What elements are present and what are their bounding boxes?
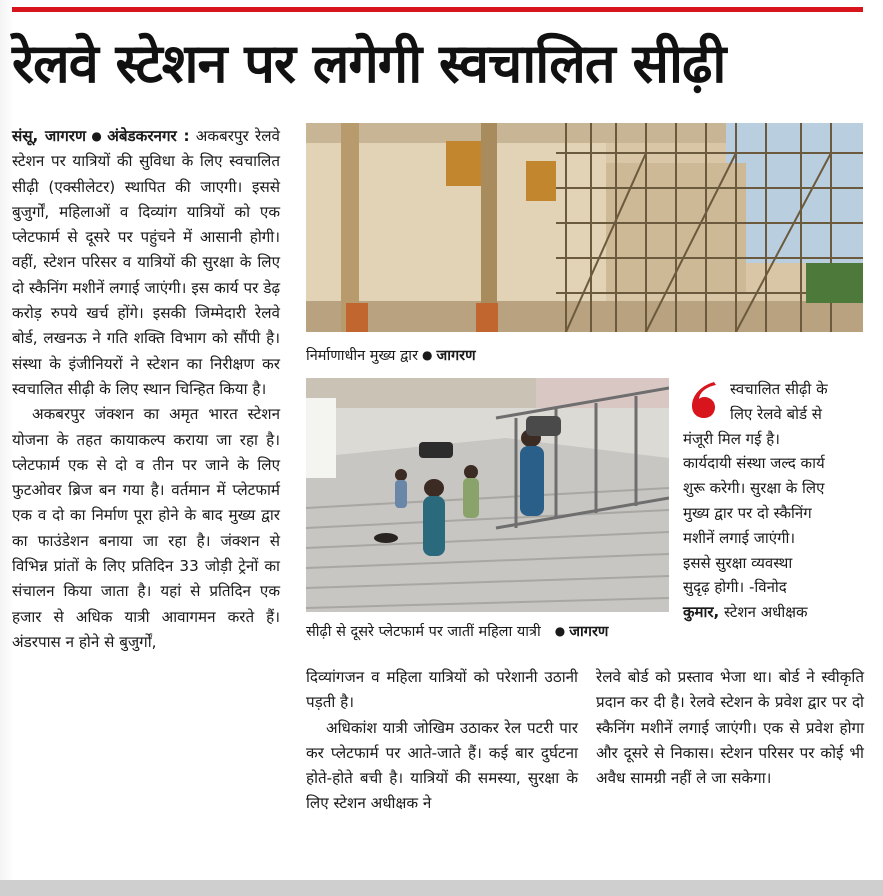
quote-line: लिए रेलवे बोर्ड से [730,404,822,423]
article-column-1 [12,124,280,655]
bullet-icon: ● [89,129,104,143]
bullet-icon: ● [554,624,566,638]
dateline-source: संसू, जागरण [12,127,86,145]
quote-designation: स्टेशन अधीक्षक [724,603,808,622]
photo-caption-2 [306,622,608,641]
bullet-icon: ● [422,348,433,362]
photo-credit: जागरण [569,624,609,640]
article-paragraph: अधिकांश यात्री जोखिम उठाकर रेल पटरी पार कर प्लेटफार्म पर आते-जाते हैं। कई बार दुर्घटना होते-होते बची है। यात्रियों की समस्या, सुरक्षा के लिए स्टेशन अधीक्षक ने [306,718,578,813]
caption-text: सीढ़ी से दूसरे प्लेटफार्म पर जातीं महिला यात्री [306,624,541,640]
quote-box [683,377,863,625]
quote-line: इससे सुरक्षा व्यवस्था [683,553,793,572]
paragraph-text: अकबरपुर रेलवे स्टेशन पर यात्रियों की सुविधा के लिए स्वचालित सीढ़ी (एक्सीलेटर) स्थापित की जाएगी। इससे बुजुर्गों, महिलाओं व दिव्यांग यात्रियों को एक प्लेटफार्म से दूसरे पर पहुंचने में आसानी होगी। वहीं, स्टेशन परिसर व यात्रियों की सुरक्षा के लिए दो स्कैनिंग मशीनें लगाई जाएंगी। इस कार्य पर डेढ़ करोड़ रुपये खर्च होंगे। इसकी जिम्मेदारी रेलवे बोर्ड, लखनऊ ने गति शक्ति विभाग को सौंपी है। संस्था के इंजीनियरों ने स्टेशन का निरीक्षण कर स्वचालित सीढ़ी के लिए स्थान चिन्हित किया है। [12,127,280,398]
main-gate-illustration [306,123,863,332]
photo-stairs [306,378,669,612]
quote-name: कुमार, [683,603,720,622]
stairs-illustration [306,378,669,612]
quote-line: कार्यदायी संस्था जल्द कार्य [683,454,825,473]
top-red-rule [12,7,863,12]
quote-line: शुरू करेगी। सुरक्षा के लिए [683,479,825,498]
quote-attribution [683,600,863,625]
quote-line: स्वचालित सीढ़ी के [730,380,828,398]
quote-line: मशीनें लगाई जाएंगी। [683,528,796,547]
article-column-3 [596,665,864,791]
article-paragraph: दिव्यांगजन व महिला यात्रियों को परेशानी उठानी पड़ती है। [306,668,578,712]
quote-line: मुख्य द्वार पर दो स्कैनिंग [683,503,812,522]
article-paragraph: अकबरपुर जंक्शन का अमृत भारत स्टेशन योजना के तहत कायाकल्प कराया जा रहा है। प्लेटफार्म एक से दो व तीन पर जाने के लिए फुटओवर ब्रिज बन गया है। वर्तमान में प्लेटफार्म एक व दो का निर्माण पूरा होने के बाद मुख्य द्वार का फाउंडेशन बनाया जा रहा है। जंक्शन से विभिन्न प्रांतों के लिए प्रतिदिन 33 जोड़ी ट्रेनों का संचालन किया जाता है। यहां से प्रतिदिन एक हजार से अधिक यात्री आवागमन करते हैं। अंडरपास न होने से बुजुर्गों, [12,405,280,651]
headline: रेलवे स्टेशन पर लगेगी स्वचालित सीढ़ी [12,32,726,95]
article-column-2 [306,665,578,817]
quote-line: मंजूरी मिल गई है। [683,429,780,448]
photo-credit: जागरण [436,348,476,364]
photo-caption-1 [306,346,476,365]
quote-line: सुदृढ़ होगी। -विनोद [683,578,787,597]
article-paragraph [12,124,280,402]
dateline-place: अंबेडकरनगर : [107,127,190,145]
caption-text: निर्माणाधीन मुख्य द्वार [306,348,418,364]
photo-main-gate [306,123,863,332]
article-paragraph: रेलवे बोर्ड को प्रस्ताव भेजा था। बोर्ड ने स्वीकृति प्रदान कर दी है। रेलवे स्टेशन के प्रवेश द्वार पर दो स्कैनिंग मशीनें लगाई जाएंगी। एक से प्रवेश होगा और दूसरे से निकास। स्टेशन परिसर पर कोई भी अवैध सामग्री नहीं ले जा सकेगा। [596,668,864,788]
page-bottom-edge [0,880,883,896]
